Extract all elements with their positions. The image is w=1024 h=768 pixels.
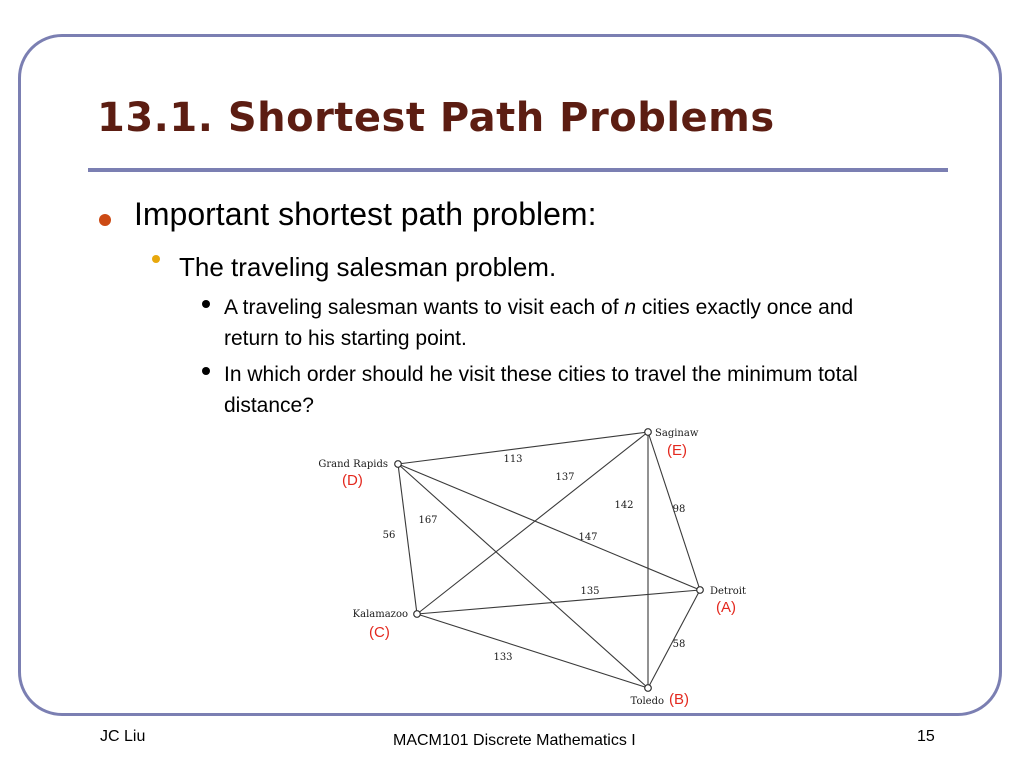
edge-weight: 167	[418, 515, 438, 526]
edge-weight: 135	[580, 586, 600, 597]
node-tag: (B)	[669, 691, 689, 708]
node-tag: (D)	[342, 472, 363, 489]
edge-weight: 98	[672, 504, 686, 515]
edge-weight: 56	[382, 530, 396, 541]
node-c	[414, 611, 421, 618]
city-name: Grand Rapids	[318, 459, 388, 470]
edge-c-a	[417, 590, 700, 614]
bullet-level3-text-b: cities exactly once and return to his starting point.	[224, 296, 854, 350]
edge-weight: 142	[614, 500, 634, 511]
bullet-level3-text-a: A traveling salesman wants to visit each of	[224, 296, 625, 319]
city-name: Detroit	[710, 586, 746, 597]
edge-d-a	[398, 464, 700, 590]
edge-d-c	[398, 464, 417, 614]
edge-weight: 133	[493, 652, 513, 663]
node-a	[697, 587, 704, 594]
city-name: Toledo	[630, 696, 664, 707]
node-b	[645, 685, 652, 692]
page-number: 15	[917, 728, 935, 745]
node-tag: (C)	[369, 624, 390, 641]
bullet-level1: Important shortest path problem:	[134, 196, 597, 232]
node-tag: (A)	[716, 599, 736, 616]
bullet-level2: The traveling salesman problem.	[179, 252, 557, 282]
edge-c-b	[417, 614, 648, 688]
bullet-level3-order: In which order should he visit these cities to travel the minimum total distance?	[224, 363, 858, 417]
footer-course: MACM101 Discrete Mathematics I	[393, 732, 636, 749]
city-name: Kalamazoo	[352, 609, 408, 620]
node-d	[395, 461, 402, 468]
edge-weight: 58	[672, 639, 686, 650]
edge-weight: 147	[578, 532, 598, 543]
node-e	[645, 429, 652, 436]
node-tag: (E)	[667, 442, 687, 459]
edge-c-e	[417, 432, 648, 614]
slide-title: 13.1. Shortest Path Problems	[97, 95, 775, 141]
city-name: Saginaw	[655, 428, 699, 439]
edge-d-b	[398, 464, 648, 688]
variable-n: n	[624, 296, 637, 319]
edge-d-e	[398, 432, 648, 464]
edge-weight: 137	[555, 472, 575, 483]
footer-author: JC Liu	[100, 728, 146, 745]
edge-weight: 113	[503, 454, 523, 465]
